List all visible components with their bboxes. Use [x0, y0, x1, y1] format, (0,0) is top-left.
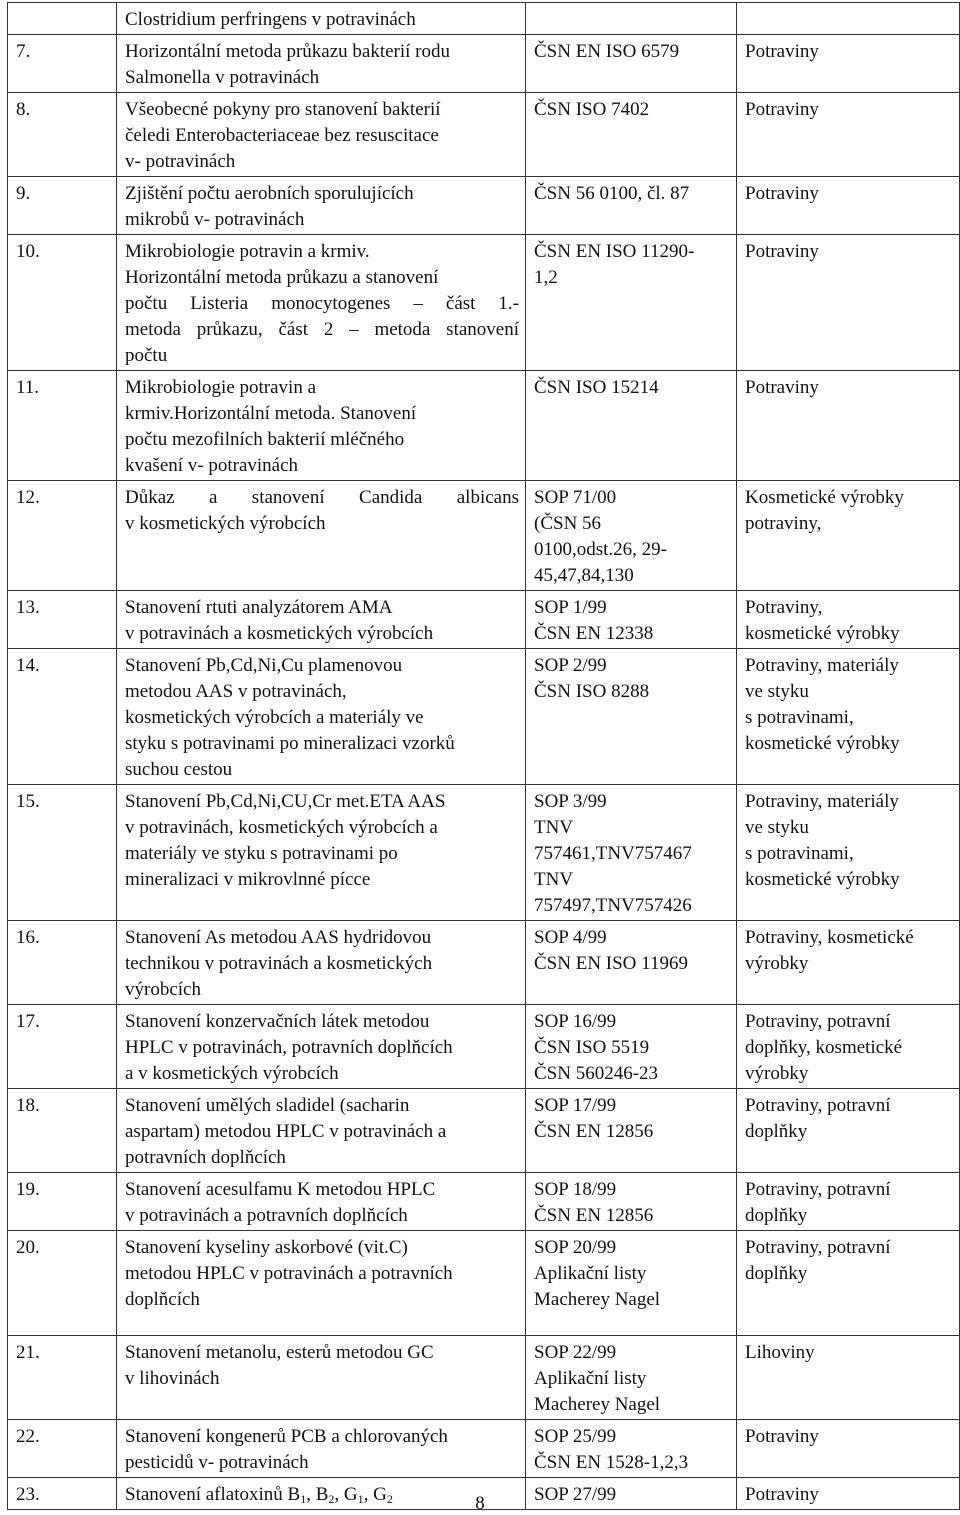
description-line: aspartam) metodou HPLC v potravinách a: [125, 1121, 447, 1142]
method-description: [117, 1005, 526, 1089]
material-type: [737, 371, 960, 481]
material-type: [737, 1420, 960, 1478]
material-line: kosmetické výrobky: [745, 869, 900, 890]
methods-table: [7, 2, 960, 1510]
table-row: [8, 481, 960, 591]
standard-reference: [526, 177, 737, 235]
description-line: Stanovení kongenerů PCB a chlorovaných: [125, 1426, 448, 1447]
material-type: [737, 93, 960, 177]
subscript: 2: [328, 1492, 335, 1506]
standard-line: ČSN ISO 15214: [534, 377, 659, 398]
material-type: [737, 481, 960, 591]
table-row: [8, 785, 960, 921]
standard-reference: [526, 1420, 737, 1478]
description-line: v potravinách a potravních doplňcích: [125, 1205, 408, 1226]
material-line: výrobky: [745, 953, 809, 974]
material-line: Potraviny: [745, 377, 819, 398]
standard-line: (ČSN 56: [534, 513, 602, 534]
standard-line: ČSN ISO 7402: [534, 99, 650, 120]
standard-reference: [526, 93, 737, 177]
description-line: Stanovení konzervačních látek metodou: [125, 1011, 430, 1032]
description-text: , G: [334, 1484, 358, 1505]
material-line: Potraviny: [745, 99, 819, 120]
material-type: [737, 1089, 960, 1173]
table-row: [8, 235, 960, 371]
description-line: Stanovení Pb,Cd,Ni,CU,Cr met.ETA AAS: [125, 791, 446, 812]
standard-reference: [526, 1173, 737, 1231]
material-type: [737, 1173, 960, 1231]
description-line: Mikrobiologie potravin a krmiv.: [125, 241, 370, 262]
standard-reference: [526, 1005, 737, 1089]
description-line: styku s potravinami po mineralizaci vzorků: [125, 733, 455, 754]
description-line: počtu Listeria monocytogenes – část 1.-: [125, 293, 519, 314]
table-row: [8, 1005, 960, 1089]
standard-reference: [526, 921, 737, 1005]
standard-line: SOP 22/99: [534, 1342, 617, 1363]
row-number: 23.: [8, 1478, 117, 1510]
method-description: [117, 785, 526, 921]
standard-line: Aplikační listy: [534, 1263, 647, 1284]
material-line: Potraviny: [745, 183, 819, 204]
standard-line: SOP 20/99: [534, 1237, 617, 1258]
description-line: Salmonella v potravinách: [125, 67, 320, 88]
material-line: Potraviny, potravní: [745, 1179, 891, 1200]
description-line: metodou AAS v potravinách,: [125, 681, 347, 702]
standard-line: ČSN EN 12856: [534, 1121, 654, 1142]
table-row: [8, 371, 960, 481]
description-line: Stanovení Pb,Cd,Ni,Cu plamenovou: [125, 655, 403, 676]
row-number: 8.: [8, 93, 117, 177]
description-line: HPLC v potravinách, potravních doplňcích: [125, 1037, 453, 1058]
standard-line: ČSN EN 12338: [534, 623, 654, 644]
description-line: Stanovení As metodou AAS hydridovou: [125, 927, 432, 948]
table-row: [8, 1089, 960, 1173]
description-line: v- potravinách: [125, 151, 236, 172]
standard-line: SOP 71/00: [534, 487, 617, 508]
standard-line: ČSN ISO 8288: [534, 681, 650, 702]
table-row: [8, 921, 960, 1005]
material-line: doplňky: [745, 1263, 808, 1284]
table-row: [8, 591, 960, 649]
description-line: metoda průkazu, část 2 – metoda stanovení: [125, 319, 519, 340]
description-line: Stanovení umělých sladidel (sacharin: [125, 1095, 410, 1116]
description-line: mineralizaci v mikrovlnné pícce: [125, 869, 371, 890]
standard-line: ČSN 56 0100, čl. 87: [534, 183, 690, 204]
standard-reference: [526, 481, 737, 591]
row-number: 18.: [8, 1089, 117, 1173]
standard-reference: [526, 591, 737, 649]
standard-reference: [526, 1089, 737, 1173]
material-line: Potraviny, potravní: [745, 1237, 891, 1258]
description-line: Všeobecné pokyny pro stanovení bakterií: [125, 99, 441, 120]
standard-line: ČSN EN 12856: [534, 1205, 654, 1226]
material-line: kosmetické výrobky: [745, 623, 900, 644]
description-line: v lihovinách: [125, 1368, 220, 1389]
description-line: Stanovení kyseliny askorbové (vit.C): [125, 1237, 408, 1258]
standard-reference: [526, 371, 737, 481]
material-line: ve styku: [745, 817, 809, 838]
row-number: 11.: [8, 371, 117, 481]
standard-line: 0100,odst.26, 29-: [534, 539, 667, 560]
description-line: krmiv.Horizontální metoda. Stanovení: [125, 403, 417, 424]
standard-line: Macherey Nagel: [534, 1394, 661, 1415]
table-row: [8, 177, 960, 235]
method-description: [117, 649, 526, 785]
row-number: 21.: [8, 1336, 117, 1420]
material-line: Potraviny, kosmetické: [745, 927, 914, 948]
material-type: [737, 35, 960, 93]
material-line: výrobky: [745, 1063, 809, 1084]
method-description: [117, 481, 526, 591]
standard-line: SOP 1/99: [534, 597, 607, 618]
description-line: a v kosmetických výrobcích: [125, 1063, 339, 1084]
subscript: 1: [357, 1492, 364, 1506]
method-description: [117, 1231, 526, 1336]
material-line: Potraviny, materiály: [745, 791, 899, 812]
material-line: doplňky, kosmetické: [745, 1037, 903, 1058]
method-description: [117, 1173, 526, 1231]
standard-line: ČSN ISO 5519: [534, 1037, 650, 1058]
row-number: 10.: [8, 235, 117, 371]
table-row: [8, 35, 960, 93]
standard-reference: [526, 3, 737, 35]
material-line: Potraviny, potravní: [745, 1011, 891, 1032]
standard-line: SOP 2/99: [534, 655, 607, 676]
method-description: [117, 235, 526, 371]
methods-table-body: [8, 3, 960, 1510]
method-description: [117, 93, 526, 177]
standard-reference: [526, 235, 737, 371]
material-line: doplňky: [745, 1205, 808, 1226]
method-description: [117, 921, 526, 1005]
standard-line: ČSN 560246-23: [534, 1063, 659, 1084]
description-line: počtu: [125, 345, 168, 366]
description-line: Stanovení acesulfamu K metodou HPLC: [125, 1179, 436, 1200]
standard-line: ČSN EN ISO 11290-: [534, 241, 695, 262]
row-number: 19.: [8, 1173, 117, 1231]
standard-line: SOP 17/99: [534, 1095, 617, 1116]
material-type: [737, 1231, 960, 1336]
standard-line: ČSN EN 1528-1,2,3: [534, 1452, 689, 1473]
table-row: [8, 1173, 960, 1231]
table-row: [8, 1231, 960, 1336]
description-line: Stanovení metanolu, esterů metodou GC: [125, 1342, 434, 1363]
row-number: 16.: [8, 921, 117, 1005]
description-line: technikou v potravinách a kosmetických: [125, 953, 433, 974]
description-line: čeledi Enterobacteriaceae bez resuscitace: [125, 125, 439, 146]
description-line: mikrobů v- potravinách: [125, 209, 305, 230]
method-description: [117, 177, 526, 235]
table-row: [8, 93, 960, 177]
description-line: materiály ve styku s potravinami po: [125, 843, 398, 864]
row-number: 15.: [8, 785, 117, 921]
table-row: [8, 3, 960, 35]
standard-line: ČSN EN ISO 6579: [534, 41, 680, 62]
description-line: v potravinách a kosmetických výrobcích: [125, 623, 434, 644]
standard-line: ČSN EN ISO 11969: [534, 953, 688, 974]
material-line: doplňky: [745, 1121, 808, 1142]
description-line: počtu mezofilních bakterií mléčného: [125, 429, 405, 450]
method-description: [117, 591, 526, 649]
standard-line: Macherey Nagel: [534, 1289, 661, 1310]
standard-reference: [526, 35, 737, 93]
material-line: Potraviny: [745, 1484, 819, 1505]
standard-reference: [526, 785, 737, 921]
material-line: s potravinami,: [745, 707, 854, 728]
standard-line: TNV: [534, 869, 574, 890]
description-line: pesticidů v- potravinách: [125, 1452, 309, 1473]
standard-line: SOP 16/99: [534, 1011, 617, 1032]
description-line: Zjištění počtu aerobních sporulujících: [125, 183, 414, 204]
row-number: 14.: [8, 649, 117, 785]
material-line: Potraviny,: [745, 597, 823, 618]
description-line: Stanovení rtuti analyzátorem AMA: [125, 597, 393, 618]
standard-reference: [526, 649, 737, 785]
table-row: [8, 649, 960, 785]
method-description: [117, 1089, 526, 1173]
standard-line: SOP 4/99: [534, 927, 607, 948]
table-row: [8, 1336, 960, 1420]
row-number: 13.: [8, 591, 117, 649]
description-line: Horizontální metoda průkazu a stanovení: [125, 267, 439, 288]
description-text: , B: [306, 1484, 329, 1505]
description-line: Důkaz a stanovení Candida albicans: [125, 487, 519, 508]
subscript: 2: [386, 1492, 393, 1506]
material-type: [737, 649, 960, 785]
standard-line: SOP 18/99: [534, 1179, 617, 1200]
description-line: kosmetických výrobcích a materiály ve: [125, 707, 424, 728]
standard-reference: [526, 1336, 737, 1420]
material-type: [737, 591, 960, 649]
description-line: v potravinách, kosmetických výrobcích a: [125, 817, 438, 838]
material-type: [737, 177, 960, 235]
material-line: kosmetické výrobky: [745, 733, 900, 754]
standard-reference: [526, 1231, 737, 1336]
description-text: , G: [363, 1484, 387, 1505]
material-line: Potraviny: [745, 1426, 819, 1447]
material-line: Lihoviny: [745, 1342, 815, 1363]
description-line: Clostridium perfringens v potravinách: [125, 9, 416, 30]
standard-line: SOP 25/99: [534, 1426, 617, 1447]
method-description: [117, 371, 526, 481]
material-line: Potraviny: [745, 41, 819, 62]
description-line: výrobcích: [125, 979, 201, 1000]
material-type: [737, 1336, 960, 1420]
description-line: Horizontální metoda průkazu bakterií rodu: [125, 41, 451, 62]
material-line: s potravinami,: [745, 843, 854, 864]
method-description: [117, 3, 526, 35]
standard-line: SOP 3/99: [534, 791, 607, 812]
row-number: 20.: [8, 1231, 117, 1336]
page-number: 8: [475, 1493, 485, 1514]
material-line: potraviny,: [745, 513, 822, 534]
subscript: 1: [300, 1492, 307, 1506]
material-type: [737, 1005, 960, 1089]
material-type: [737, 235, 960, 371]
standard-line: SOP 27/99: [534, 1484, 617, 1505]
row-number: 7.: [8, 35, 117, 93]
description-line: suchou cestou: [125, 759, 233, 780]
method-description: [117, 1420, 526, 1478]
method-description: [117, 35, 526, 93]
row-number: 12.: [8, 481, 117, 591]
material-type: [737, 3, 960, 35]
material-line: ve styku: [745, 681, 809, 702]
material-line: Potraviny: [745, 241, 819, 262]
standard-line: 757497,TNV757426: [534, 895, 692, 916]
row-number: 9.: [8, 177, 117, 235]
material-type: [737, 785, 960, 921]
row-number: 17.: [8, 1005, 117, 1089]
standard-line: 1,2: [534, 267, 558, 288]
standard-line: 45,47,84,130: [534, 565, 634, 586]
row-number: 22.: [8, 1420, 117, 1478]
description-line: potravních doplňcích: [125, 1147, 286, 1168]
standard-line: Aplikační listy: [534, 1368, 647, 1389]
table-row: [8, 1420, 960, 1478]
description-line: metodou HPLC v potravinách a potravních: [125, 1263, 453, 1284]
row-number: [8, 3, 117, 35]
description-line: v kosmetických výrobcích: [125, 513, 326, 534]
material-line: Potraviny, potravní: [745, 1095, 891, 1116]
standard-line: 757461,TNV757467: [534, 843, 692, 864]
material-type: [737, 921, 960, 1005]
method-description: [117, 1336, 526, 1420]
description-line: doplňcích: [125, 1289, 200, 1310]
material-line: Potraviny, materiály: [745, 655, 899, 676]
material-line: Kosmetické výrobky: [745, 487, 904, 508]
description-line: Mikrobiologie potravin a: [125, 377, 317, 398]
description-text: Stanovení aflatoxinů B: [125, 1484, 301, 1505]
description-line: kvašení v- potravinách: [125, 455, 299, 476]
standard-line: TNV: [534, 817, 574, 838]
